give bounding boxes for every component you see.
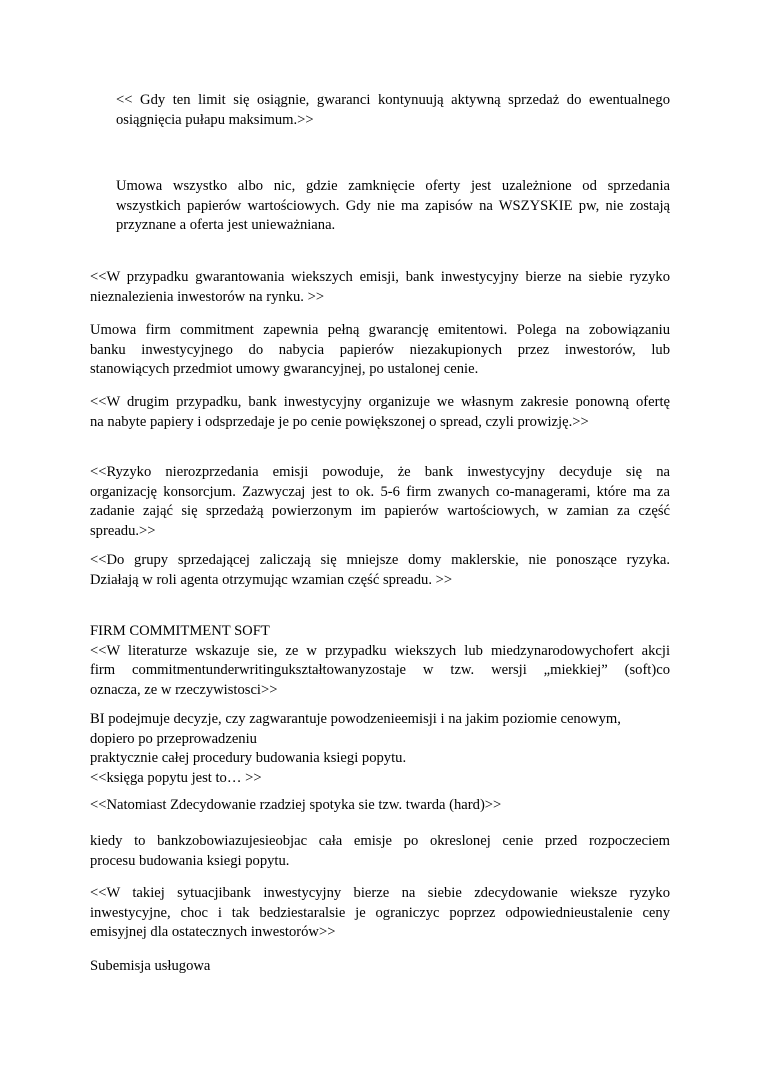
text-line: Umowa wszystko albo nic, gdzie zamknięcie oferty jest uzależnione od sprzedania bbox=[116, 178, 670, 194]
paragraph-konsorcjum bbox=[90, 463, 670, 541]
text-line: <<Ryzyko nierozprzedania emisji powoduje, że bank inwestycyjny decyduje się na bbox=[90, 464, 670, 480]
paragraph-bank-zobowiazuje bbox=[90, 832, 670, 871]
text-line: << Gdy ten limit się osiągnie, gwaranci kontynuują aktywną sprzedaż do ewentualnego bbox=[116, 92, 670, 108]
paragraph-firm-commitment bbox=[90, 321, 670, 380]
text-line: na nabyte papiery i odsprzedaje je po cenie powiększonej o spread, czyli prowizję.>> bbox=[90, 413, 589, 430]
text-line: nieznalezienia inwestorów na rynku. >> bbox=[90, 288, 325, 305]
text-line: zadanie zająć się sprzedażą powierzonym im papierów wartościowych, w zamian za część bbox=[90, 503, 670, 519]
section-heading: FIRM COMMITMENT SOFT bbox=[90, 623, 270, 639]
text-line: wszystkich papierów wartościowych. Gdy nie ma zapisów na WSZYSKIE pw, nie zostają bbox=[116, 197, 670, 214]
text-line: Subemisja usługowa bbox=[90, 958, 211, 974]
text-line: przyznane a oferta jest unieważniana. bbox=[116, 217, 336, 233]
text-line: Umowa firm commitment zapewnia pełną gwarancję emitentowi. Polega na zobowiązaniu bbox=[90, 322, 670, 338]
text-line: <<Natomiast Zdecydowanie rzadziej spotyka sie tzw. twarda (hard)>> bbox=[90, 797, 502, 813]
paragraph-drugi-przypadek bbox=[90, 393, 670, 432]
paragraph-wszystko-albo-nic bbox=[116, 177, 670, 236]
paragraph-subemisja-uslugowa bbox=[90, 957, 670, 977]
text-line: <<Do grupy sprzedającej zaliczają się mniejsze domy maklerskie, nie ponoszące ryzyka. bbox=[90, 552, 670, 568]
paragraph-ryzyko-inwestycyjne bbox=[90, 884, 670, 943]
text-line: spreadu.>> bbox=[90, 522, 156, 539]
text-line: oznacza, ze w rzeczywistosci>> bbox=[90, 681, 278, 698]
text-line: <<W drugim przypadku, bank inwestycyjny organizuje we własnym zakresie ponowną ofertę bbox=[90, 394, 670, 410]
paragraph-grupa-sprzedajaca bbox=[90, 551, 670, 590]
paragraph-gwaranci-limit bbox=[116, 91, 670, 130]
paragraph-gwarantowanie-emisji bbox=[90, 268, 670, 307]
text-line: <<W takiej sytuacjibank inwestycyjny bierze na siebie zdecydowanie wieksze ryzyko bbox=[90, 885, 670, 901]
text-line: banku inwestycyjnego do nabycia papierów niezakupionych przez inwestorów, lub bbox=[90, 341, 670, 358]
text-line: organizację konsorcjum. Zazwyczaj jest to ok. 5-6 firm zwanych co-managerami, które ma za bbox=[90, 483, 670, 500]
text-line: praktycznie całej procedury budowania ksiegi popytu. bbox=[90, 750, 407, 766]
text-line: <<W przypadku gwarantowania wiekszych emisji, bank inwestycyjny bierze na siebie ryzyko bbox=[90, 269, 670, 285]
paragraph-bi-decyzje bbox=[90, 710, 670, 788]
text-line: inwestycyjne, choc i tak bedziestaralsie je ograniczyc poprzez odpowiednieustalenie ceny bbox=[90, 904, 670, 921]
text-line: stanowiących przedmiot umowy gwarancyjnej, po ustalonej cenie. bbox=[90, 361, 479, 377]
text-line: osiągnięcia pułapu maksimum.>> bbox=[116, 111, 314, 128]
text-line: kiedy to bankzobowiazujesieobjac cała emisje po okreslonej cenie przed rozpoczeciem bbox=[90, 833, 670, 849]
text-line: dopiero po przeprowadzeniu bbox=[90, 730, 257, 747]
paragraph-twarda-hard bbox=[90, 796, 670, 816]
text-line: BI podejmuje decyzje, czy zagwarantuje powodzenieemisji i na jakim poziomie cenowym, bbox=[90, 711, 621, 727]
text-line: emisyjnej dla ostatecznych inwestorów>> bbox=[90, 924, 336, 940]
text-line: procesu budowania ksiegi popytu. bbox=[90, 852, 290, 869]
text-line: Działają w roli agenta otrzymując wzamian część spreadu. >> bbox=[90, 571, 453, 588]
text-line: firm commitmentunderwritingukształtowanyzostaje w tzw. wersji „miekkiej” (soft)co bbox=[90, 662, 670, 678]
text-line: <<W literaturze wskazuje sie, ze w przypadku wiekszych lub miedzynarodowychofert akcji bbox=[90, 642, 670, 659]
paragraph-firm-commitment-soft bbox=[90, 622, 670, 700]
text-line: <<księga popytu jest to… >> bbox=[90, 769, 262, 786]
